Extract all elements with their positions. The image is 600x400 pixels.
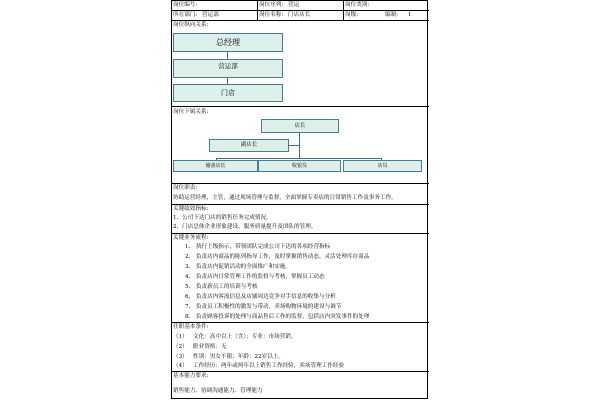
connector	[216, 158, 381, 159]
indicator-title: 关键绩效指标:	[173, 206, 209, 212]
department-label: 所在部门:	[173, 12, 198, 18]
duty-text: 协助运营经理，主管，通过现场管理与监督，全面掌握专卖店的日常销售工作及事务工作。	[173, 195, 397, 201]
process-item: 8、 负责顾客投诉的处理与商品售后工作的监督，包括店内突发事件的处理	[185, 314, 370, 320]
divider	[171, 233, 429, 234]
ability-text: 销售能力、协调沟通能力、管理能力	[173, 388, 263, 394]
staffing-value: 1	[408, 12, 412, 18]
job-category-label: 岗位类别:	[345, 2, 370, 8]
divider	[171, 322, 429, 323]
job-sequence-value: 营运	[288, 2, 300, 8]
department-value: 营运部	[202, 12, 219, 18]
indicator-item: 2、门店总体企业形象建设、服务质量提升及团队的管理。	[173, 224, 317, 230]
process-item: 5、 负责新员工的培训与考核	[185, 284, 258, 290]
subordinate-relation-title: 岗位下属关系:	[173, 109, 209, 115]
divider	[171, 10, 429, 11]
org-box-reserve-manager: 储备店长	[173, 160, 258, 172]
job-name-value: 门店店长	[288, 12, 311, 18]
staffing-label: 编制:	[385, 12, 399, 18]
org-box-deputy-manager: 副店长	[209, 139, 289, 152]
duty-title: 岗位职责:	[173, 185, 198, 191]
requirement-number: （2）	[173, 344, 188, 350]
process-item: 4、 负责店内日常管理工作的监督与考核，掌握员工动态	[185, 274, 325, 280]
requirement-number: （3）	[173, 354, 188, 360]
org-box-cashier: 收银员	[258, 160, 341, 172]
ability-title: 基本能力要求:	[173, 373, 209, 379]
process-item: 6、 负责店内客流信息及店铺周边竞争对手信息的收集与分析	[185, 294, 336, 300]
divider	[171, 20, 429, 21]
requirement-number: （4）	[173, 363, 188, 369]
indicator-item: 1、公司下达门店的销售任务完成情况。	[173, 215, 272, 221]
requirement-text: 工作经历：两年或两年以上销售工作经验，卖场管理工作经验	[193, 363, 345, 369]
job-sequence-label: 岗位序列:	[259, 2, 284, 8]
divider	[343, 0, 344, 20]
org-box-operations-dept: 营运部	[173, 59, 283, 78]
job-level-label: 岗级:	[345, 12, 359, 18]
requirement-text: 文化：高中以上（含）；专业：市场营销。	[193, 334, 297, 340]
job-description-document	[171, 0, 429, 400]
process-item: 3、 负责店内促销活动的全面推广和实施。	[185, 264, 292, 270]
vertical-relation-title: 岗位纵向关系:	[173, 22, 209, 28]
divider	[171, 204, 429, 205]
process-item: 7、 负责员工积极性的激发与带动，卖场购物环境的建设与调节	[185, 304, 342, 310]
org-box-clerk: 店员	[343, 160, 422, 172]
divider	[171, 183, 429, 184]
connector	[299, 133, 300, 159]
process-item: 1、 执行上级指示，带领团队完成公司下达的各项经营指标	[185, 244, 331, 250]
requirement-number: （1）	[173, 334, 188, 340]
divider	[257, 0, 258, 20]
org-box-general-manager: 总经理	[173, 33, 283, 52]
org-box-store-manager: 店长	[261, 119, 339, 133]
divider	[171, 371, 429, 372]
connector	[227, 52, 228, 59]
requirement-text: 性别：男女不限；年龄：22岁以上。	[193, 354, 285, 360]
process-item: 2、 负责店内商品的陈列指导工作，及时掌握销售动态，灵活处理库存商品	[185, 254, 370, 260]
job-name-label: 岗位名称:	[259, 12, 284, 18]
divider	[171, 106, 429, 107]
process-title: 关键业务流程:	[173, 235, 209, 241]
requirements-title: 任职基本条件:	[173, 324, 209, 330]
job-code-label: 岗位编号:	[173, 2, 198, 8]
org-box-store: 门店	[173, 84, 283, 102]
requirement-text: 职业资格：无	[193, 344, 227, 350]
